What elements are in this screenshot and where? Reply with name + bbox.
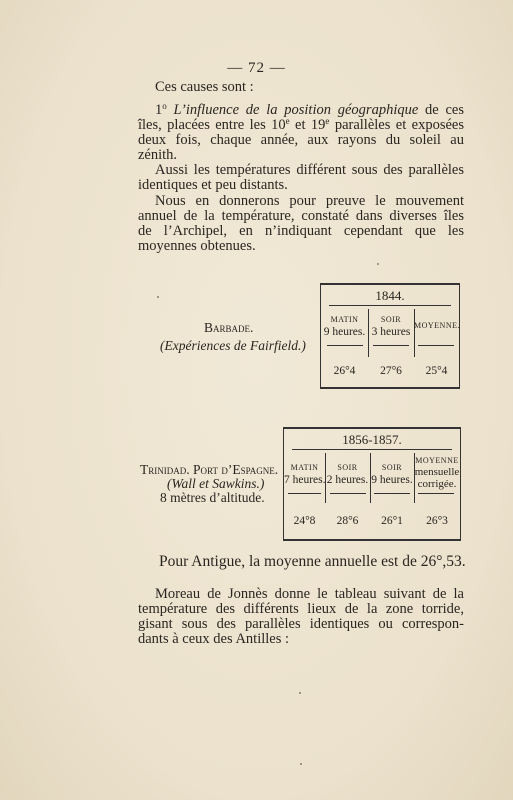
trinidad-col-moyenne: MOYENNE mensuelle corrigée. 26°3: [414, 456, 460, 527]
para4-line3: gisant sous des parallèles identiques ou correspon-: [138, 616, 464, 632]
barbade-value-matin: 26°4: [333, 365, 356, 377]
trinidad-col-soir-2h: SOIR 2 heures. 28°6: [326, 463, 369, 527]
para1-line3: deux fois, chaque année, aux rayons du soleil au: [138, 132, 464, 148]
barbade-col-moyenne: MOYENNE. 25°4: [414, 321, 460, 377]
trinidad-table: [283, 427, 461, 541]
trinidad-value-moyenne: 26°3: [426, 515, 448, 527]
paper-speck: [299, 692, 301, 694]
para1-line1: 1$^o$ L’influence de la position géographique de ces: [155, 101, 465, 118]
barbade-value-soir: 27°6: [380, 365, 402, 377]
paper-speck: [377, 263, 379, 265]
para4-line4: dants à ceux des Antilles :: [138, 631, 290, 647]
para2-line1: Aussi les températures différent sous des parallèles: [155, 162, 464, 178]
page-number: — 72 —: [227, 60, 286, 76]
barbade-value-moyenne: 25°4: [425, 365, 448, 377]
trinidad-col-soir-9h: SOIR 9 heures. 26°1: [371, 463, 413, 527]
para2-line2: identiques et peu distants.: [138, 177, 288, 193]
para3-line1: Nous en donnerons pour preuve le mouvement: [155, 193, 464, 209]
para1-line2: îles, placées entre les 10e et 19e parallèles et exposées: [138, 116, 464, 133]
section-heading: Ces causes sont :: [155, 79, 254, 95]
barbade-year: 1844.: [375, 288, 405, 303]
trinidad-source: (Wall et Sawkins.): [167, 476, 265, 491]
trinidad-value-matin: 24°8: [293, 515, 316, 527]
paper-speck: [157, 296, 159, 298]
trinidad-value-soir-2h: 28°6: [336, 515, 359, 527]
para3-line4: moyennes obtenues.: [138, 238, 256, 254]
paper-speck: [300, 763, 302, 765]
trinidad-value-soir-9h: 26°1: [381, 515, 403, 527]
trinidad-year: 1856-1857.: [342, 432, 402, 447]
barbade-table: [320, 283, 460, 389]
para4-line1: Moreau de Jonnès donne le tableau suivant de la: [155, 586, 464, 602]
barbade-col-soir: SOIR 3 heures 27°6: [368, 285, 414, 387]
barbade-col-matin: MATIN 9 heures. 26°4: [321, 285, 368, 387]
barbade-source: (Expériences de Fairfield.): [160, 338, 306, 353]
trinidad-altitude: 8 mètres d’altitude.: [160, 490, 265, 505]
antigue-statement: Pour Antigue, la moyenne annuelle est de 26°,53.: [159, 553, 466, 570]
barbade-place: Barbade.: [204, 320, 254, 335]
para3-line2: annuel de la température, constaté dans diverses îles: [138, 208, 464, 224]
para1-line4: zénith.: [138, 147, 178, 163]
para4-line2: température des différents lieux de la zone torride,: [138, 601, 464, 617]
trinidad-col-matin: MATIN 7 heures. 24°8: [284, 463, 326, 527]
trinidad-place: Trinidad. Port d’Espagne.: [140, 462, 279, 477]
para3-line3: de l’Archipel, en n’indiquant cependant que les: [138, 223, 464, 239]
